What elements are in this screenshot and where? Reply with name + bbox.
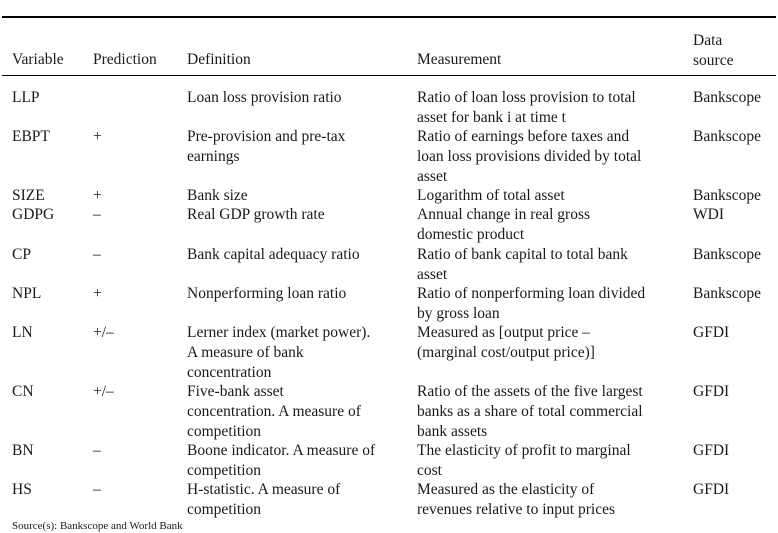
cell-prediction: + [93,187,102,204]
cell-definition: Pre-provision and pre-tax earnings [187,128,346,165]
table-footnote: Source(s): Bankscope and World Bank [12,520,183,532]
cell-definition: Nonperforming loan ratio [187,285,347,302]
table-top-rule [2,16,776,18]
header-prediction: Prediction [93,51,157,68]
cell-definition: Boone indicator. A measure of competition [187,442,376,479]
cell-prediction: +/– [93,383,114,400]
header-rule [2,75,776,76]
cell-measurement: Ratio of nonperforming loan divided by gross loan [417,285,646,322]
cell-variable: GDPG [12,206,55,223]
cell-variable: SIZE [12,187,45,204]
cell-variable: CN [12,383,34,400]
cell-variable: CP [12,246,31,263]
cell-prediction: – [93,481,101,498]
cell-data-source: Bankscope [693,128,762,145]
cell-data-source: GFDI [693,383,730,400]
cell-measurement: Measured as [output price – (marginal cost/output price)] [417,324,595,361]
header-variable: Variable [12,51,64,68]
cell-prediction: + [93,285,102,302]
cell-variable: BN [12,442,34,459]
cell-variable: LLP [12,89,40,106]
cell-measurement: Measured as the elasticity of revenues relative to input prices [417,481,615,518]
cell-variable: NPL [12,285,42,302]
header-measurement: Measurement [417,51,502,68]
cell-measurement: Ratio of the assets of the five largest banks as a share of total commercial bank assets [417,383,643,440]
cell-definition: Bank size [187,187,248,204]
cell-prediction: +/– [93,324,114,341]
cell-prediction: – [93,442,101,459]
cell-definition: Lerner index (market power). A measure of bank concentration [187,324,371,381]
cell-definition: Real GDP growth rate [187,206,325,223]
cell-data-source: Bankscope [693,246,762,263]
cell-data-source: GFDI [693,324,730,341]
cell-measurement: The elasticity of profit to marginal cost [417,442,631,479]
cell-measurement: Annual change in real gross domestic product [417,206,591,243]
header-data-source: Data source [693,32,734,69]
cell-definition: H-statistic. A measure of competition [187,481,341,518]
cell-data-source: Bankscope [693,89,762,106]
cell-variable: EBPT [12,128,50,145]
cell-data-source: WDI [693,206,724,223]
cell-definition: Bank capital adequacy ratio [187,246,360,263]
cell-definition: Loan loss provision ratio [187,89,342,106]
cell-data-source: Bankscope [693,285,762,302]
cell-prediction: – [93,246,101,263]
cell-measurement: Ratio of earnings before taxes and loan loss provisions divided by total asset [417,128,642,185]
cell-data-source: Bankscope [693,187,762,204]
header-definition: Definition [187,51,251,68]
cell-definition: Five-bank asset concentration. A measure of competition [187,383,361,440]
cell-data-source: GFDI [693,481,730,498]
cell-variable: LN [12,324,33,341]
cell-prediction: + [93,128,102,145]
cell-data-source: GFDI [693,442,730,459]
cell-measurement: Ratio of loan loss provision to total asset for bank i at time t [417,89,636,126]
cell-measurement: Ratio of bank capital to total bank asset [417,246,628,283]
cell-measurement: Logarithm of total asset [417,187,565,204]
cell-variable: HS [12,481,32,498]
cell-prediction: – [93,206,101,223]
